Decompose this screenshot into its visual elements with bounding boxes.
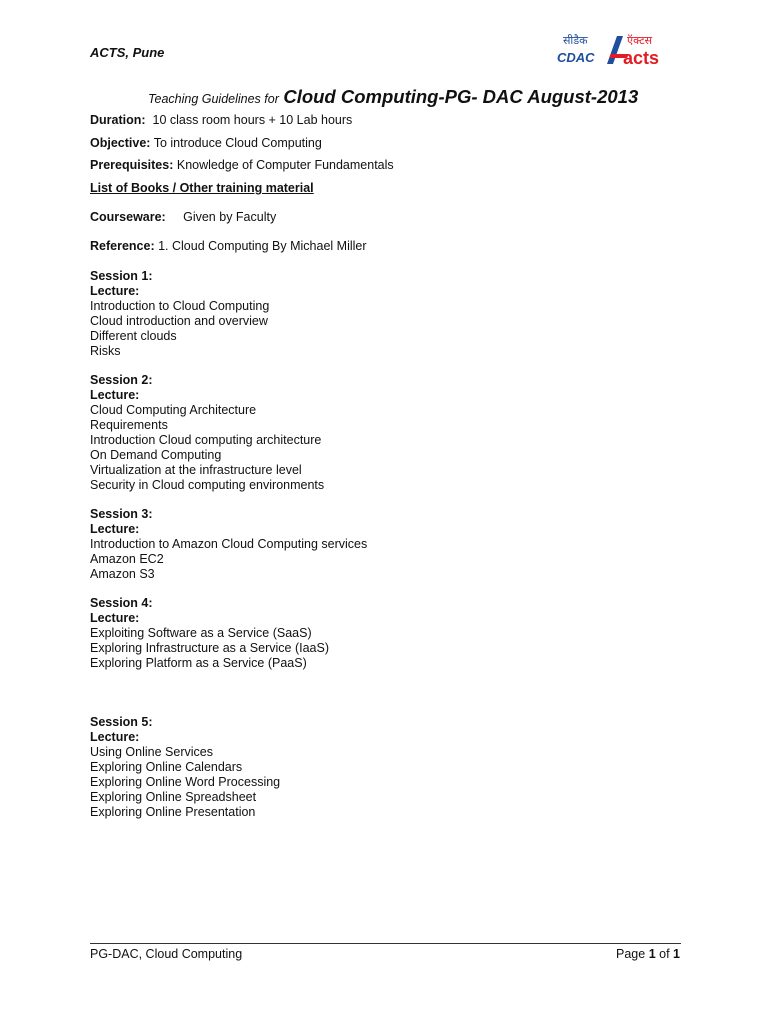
topic-item: Introduction to Amazon Cloud Computing services bbox=[90, 537, 368, 551]
logo-cdac-text: CDAC bbox=[557, 50, 595, 65]
topic-item: Exploring Online Spreadsheet bbox=[90, 790, 257, 804]
prerequisites-label: Prerequisites: bbox=[90, 158, 174, 172]
title-main: Cloud Computing-PG- DAC August-2013 bbox=[283, 86, 639, 107]
reference-line bbox=[90, 239, 367, 253]
books-heading-text: List of Books / Other training material bbox=[90, 181, 314, 195]
courseware-label: Courseware: bbox=[90, 210, 166, 224]
topic-item: Different clouds bbox=[90, 329, 177, 343]
logo-acts-text: acts bbox=[623, 48, 660, 68]
footer-page-word: Page bbox=[616, 947, 646, 961]
duration-line bbox=[90, 113, 352, 127]
topic-item: Risks bbox=[90, 344, 121, 358]
topic-item: On Demand Computing bbox=[90, 448, 222, 462]
reference-label: Reference: bbox=[90, 239, 155, 253]
header-organization: ACTS, Pune bbox=[90, 45, 165, 60]
objective-label: Objective: bbox=[90, 136, 151, 150]
session-title: Session 5: bbox=[90, 715, 153, 729]
session-block bbox=[90, 507, 367, 582]
session-block bbox=[90, 373, 324, 493]
footer-page-number bbox=[616, 947, 680, 961]
prerequisites-value: Knowledge of Computer Fundamentals bbox=[176, 158, 394, 172]
objective-line bbox=[90, 136, 322, 150]
logo-a-mark bbox=[607, 36, 623, 64]
topic-item: Exploring Online Word Processing bbox=[90, 775, 281, 789]
title-prefix: Teaching Guidelines for bbox=[148, 92, 279, 106]
lecture-label: Lecture: bbox=[90, 522, 140, 536]
logo-hindi-text: सीडैक bbox=[563, 34, 588, 47]
session-title: Session 2: bbox=[90, 373, 153, 387]
topic-item: Introduction Cloud computing architecture bbox=[90, 433, 322, 447]
footer-course-label: PG-DAC, Cloud Computing bbox=[90, 947, 243, 961]
logo-hindi-acts-text: ऍक्टस bbox=[627, 34, 653, 47]
topic-item: Requirements bbox=[90, 418, 168, 432]
prerequisites-line bbox=[90, 158, 394, 172]
session-title: Session 1: bbox=[90, 269, 153, 283]
objective-value: To introduce Cloud Computing bbox=[153, 136, 322, 150]
topic-item: Exploring Infrastructure as a Service (IaaS) bbox=[90, 641, 329, 655]
session-block bbox=[90, 269, 269, 359]
topic-item: Virtualization at the infrastructure level bbox=[90, 463, 302, 477]
topic-item: Exploring Online Presentation bbox=[90, 805, 256, 819]
session-block bbox=[90, 596, 329, 671]
lecture-label: Lecture: bbox=[90, 730, 140, 744]
lecture-label: Lecture: bbox=[90, 388, 140, 402]
topic-item: Exploiting Software as a Service (SaaS) bbox=[90, 626, 312, 640]
footer-divider bbox=[90, 943, 681, 944]
topic-item: Amazon EC2 bbox=[90, 552, 164, 566]
duration-label: Duration: bbox=[90, 113, 146, 127]
topic-item: Exploring Platform as a Service (PaaS) bbox=[90, 656, 307, 670]
reference-value: 1. Cloud Computing By Michael Miller bbox=[158, 239, 367, 253]
topic-item: Security in Cloud computing environments bbox=[90, 478, 325, 492]
duration-value: 10 class room hours + 10 Lab hours bbox=[152, 113, 353, 127]
lecture-label: Lecture: bbox=[90, 284, 140, 298]
lecture-label: Lecture: bbox=[90, 611, 140, 625]
session-title: Session 4: bbox=[90, 596, 153, 610]
document-title bbox=[148, 86, 638, 108]
courseware-value: Given by Faculty bbox=[183, 210, 277, 224]
topic-item: Amazon S3 bbox=[90, 567, 155, 581]
cdac-acts-logo bbox=[555, 30, 681, 68]
topic-item: Introduction to Cloud Computing bbox=[90, 299, 270, 313]
topic-item: Using Online Services bbox=[90, 745, 213, 759]
footer-of-word: of bbox=[659, 947, 670, 961]
books-heading bbox=[90, 181, 314, 195]
courseware-line bbox=[90, 210, 276, 224]
footer-page-current: 1 bbox=[648, 947, 656, 961]
topic-item: Cloud introduction and overview bbox=[90, 314, 268, 328]
topic-item: Exploring Online Calendars bbox=[90, 760, 243, 774]
footer-page-total: 1 bbox=[673, 947, 680, 961]
session-title: Session 3: bbox=[90, 507, 153, 521]
session-block bbox=[90, 715, 280, 820]
topic-item: Cloud Computing Architecture bbox=[90, 403, 257, 417]
